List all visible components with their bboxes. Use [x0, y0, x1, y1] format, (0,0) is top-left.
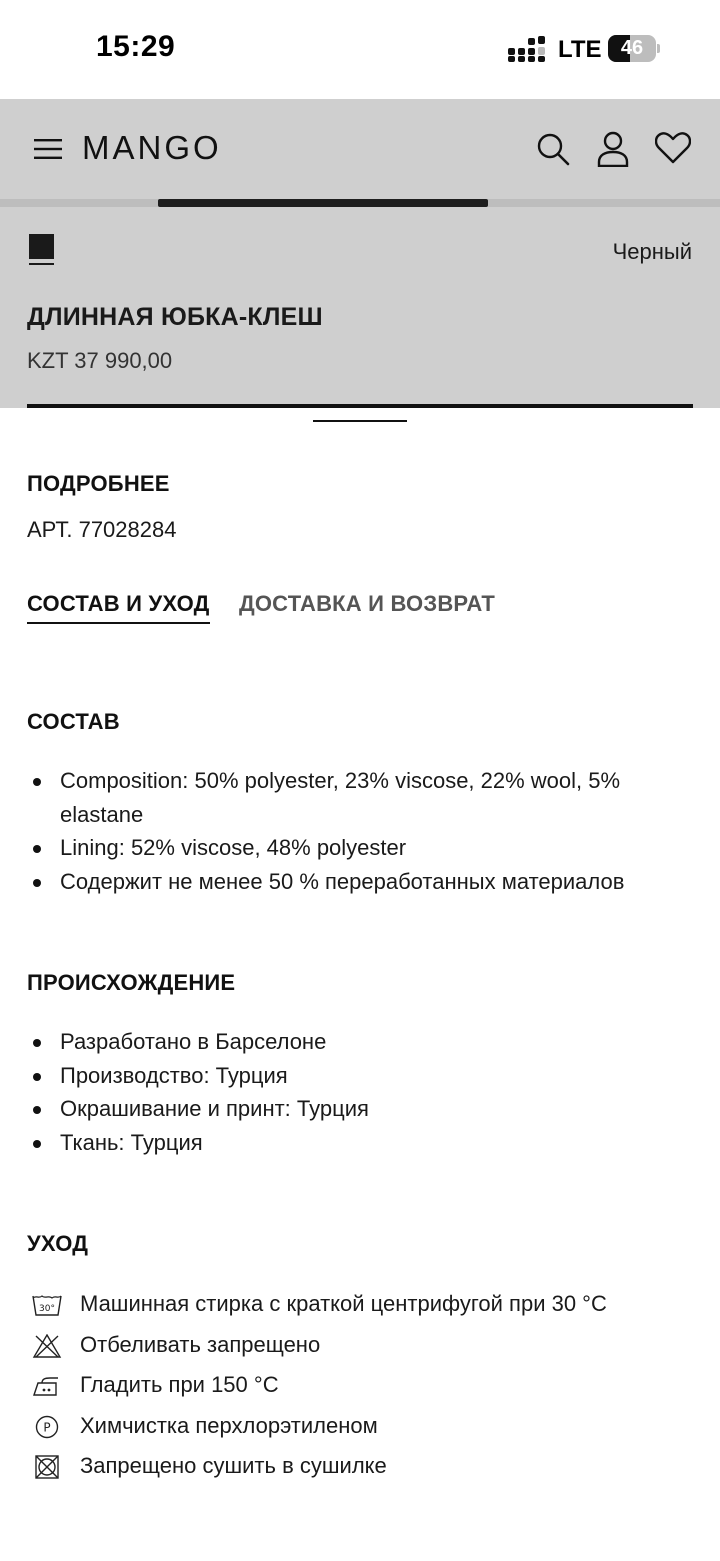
account-icon[interactable] — [597, 131, 629, 167]
care-label: Запрещено сушить в сушилке — [80, 1453, 387, 1478]
dry-clean-p-icon — [32, 1415, 62, 1439]
care-label: Машинная стирка с краткой центрифугой при 30 °C — [80, 1291, 607, 1316]
network-type: LTE — [558, 36, 602, 63]
no-tumble-dry-icon — [32, 1455, 62, 1479]
composition-heading: СОСТАВ — [27, 709, 120, 734]
origin-list — [27, 1025, 667, 1159]
care-item — [32, 1409, 692, 1450]
menu-icon[interactable] — [34, 137, 62, 161]
tab-composition-care[interactable]: СОСТАВ И УХОД — [27, 591, 210, 624]
list-item: Окрашивание и принт: Турция — [27, 1092, 667, 1126]
search-icon[interactable] — [536, 132, 570, 166]
product-price: KZT 37 990,00 — [27, 348, 173, 373]
sheet-drag-handle[interactable] — [313, 420, 407, 422]
care-item — [32, 1368, 692, 1409]
care-label: Химчистка перхлорэтиленом — [80, 1412, 378, 1438]
dry-clean-letter: P — [43, 1420, 51, 1434]
iron-icon — [32, 1374, 62, 1398]
wash-30-icon — [32, 1293, 62, 1317]
care-item — [32, 1328, 692, 1369]
list-item: Composition: 50% polyester, 23% viscose, 22% wool, 5% elastane — [27, 764, 667, 831]
care-item — [32, 1287, 692, 1328]
status-time: 15:29 — [96, 30, 176, 63]
list-item: Lining: 52% viscose, 48% polyester — [27, 831, 667, 865]
no-bleach-icon — [32, 1334, 62, 1358]
battery-icon — [608, 35, 660, 62]
list-item: Содержит не менее 50 % переработанных материалов — [27, 865, 667, 899]
product-image-edge[interactable] — [0, 199, 720, 207]
status-bar — [0, 0, 720, 99]
tab-delivery-returns[interactable]: ДОСТАВКА И ВОЗВРАТ — [239, 591, 495, 616]
care-label: Отбеливать запрещено — [80, 1331, 321, 1357]
wash-temperature: 30° — [39, 1304, 55, 1314]
color-swatch-underline — [29, 263, 54, 265]
wishlist-icon[interactable] — [655, 132, 691, 164]
color-swatch-square — [29, 234, 54, 259]
composition-list — [27, 764, 667, 898]
color-swatch[interactable] — [29, 234, 54, 265]
product-title: ДЛИННАЯ ЮБКА-КЛЕШ — [27, 303, 323, 331]
brand-logo[interactable]: MANGO — [82, 129, 222, 166]
care-list — [32, 1287, 692, 1490]
article-number: АРТ. 77028284 — [27, 517, 177, 542]
list-item: Производство: Турция — [27, 1059, 667, 1093]
care-label: Гладить при 150 °C — [80, 1372, 279, 1397]
care-heading: УХОД — [27, 1231, 89, 1256]
app-header — [0, 99, 720, 201]
care-item — [32, 1449, 692, 1490]
signal-strength-icon — [508, 36, 546, 62]
list-item: Разработано в Барселоне — [27, 1025, 667, 1059]
color-name: Черный — [612, 239, 692, 264]
add-to-cart-bar-edge[interactable] — [27, 404, 693, 408]
battery-level: 46 — [620, 37, 644, 59]
origin-heading: ПРОИСХОЖДЕНИЕ — [27, 970, 236, 995]
product-image-dark-area — [158, 199, 488, 207]
product-summary-panel — [0, 207, 720, 408]
list-item: Ткань: Турция — [27, 1126, 667, 1160]
details-heading: ПОДРОБНЕЕ — [27, 471, 170, 496]
